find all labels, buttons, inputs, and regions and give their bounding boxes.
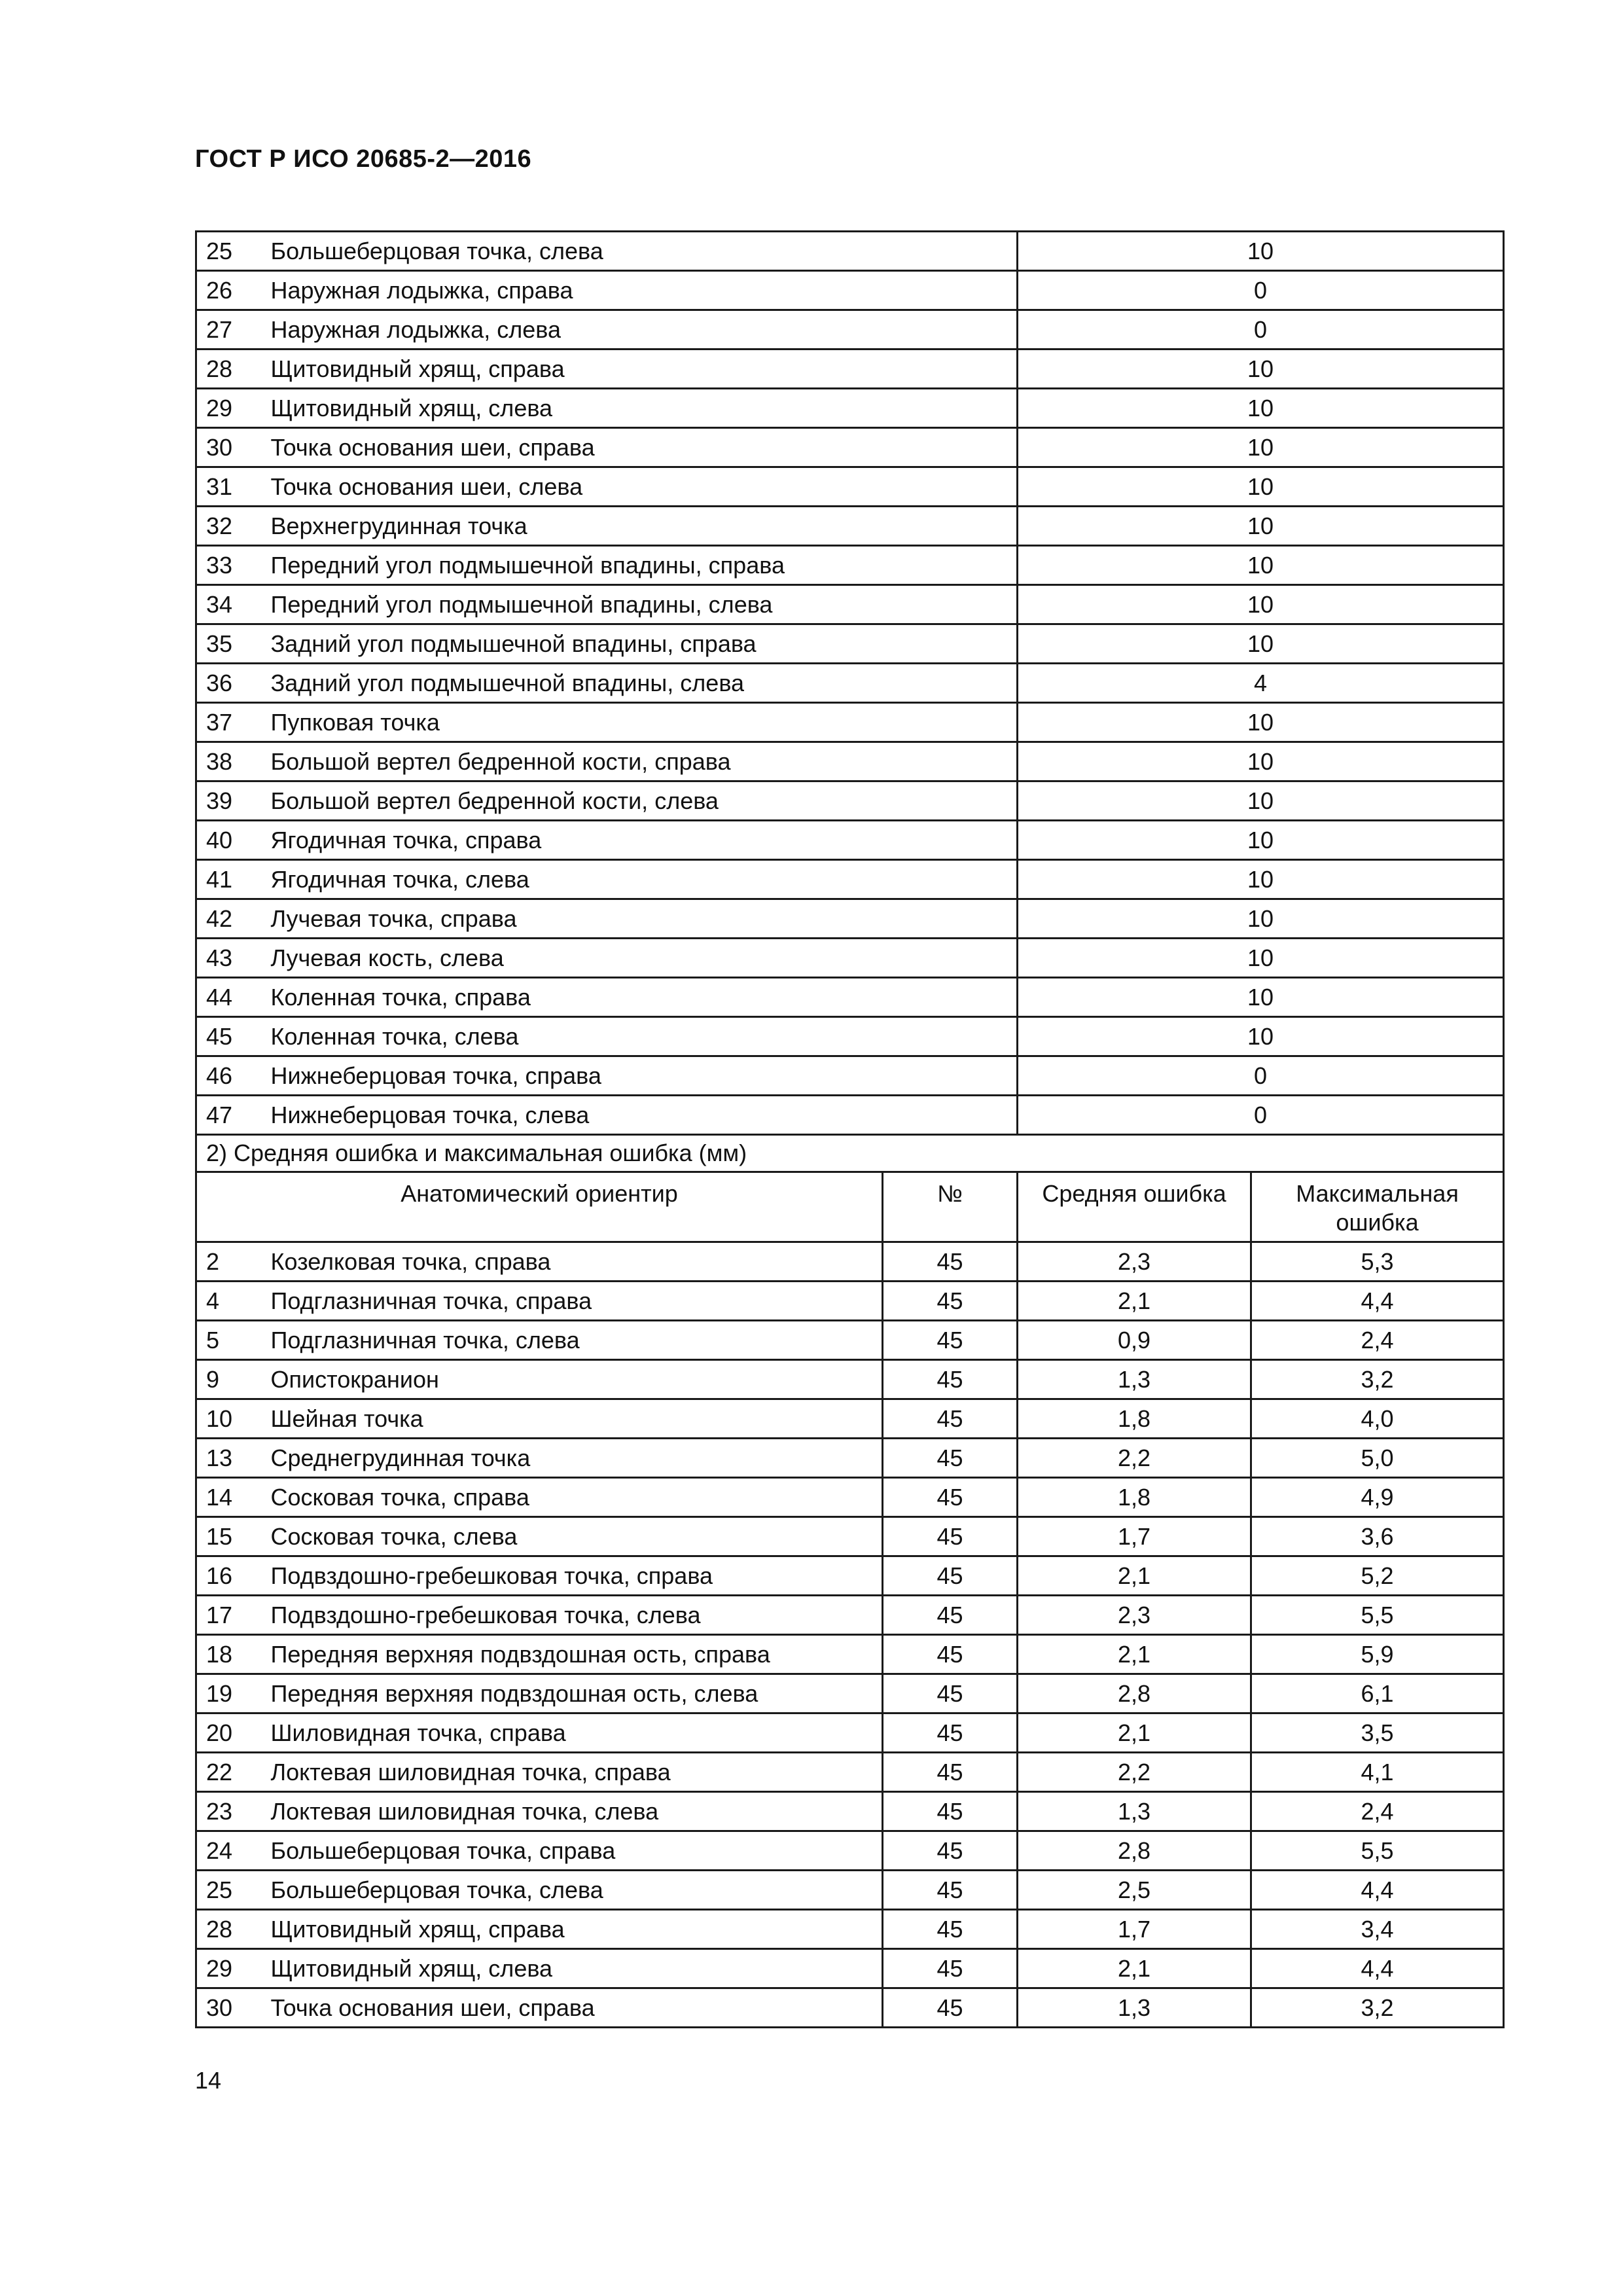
landmark-name: Большой вертел бедренной кости, справа	[264, 742, 1018, 781]
landmark-name: Передняя верхняя подвздошная ость, слева	[264, 1674, 883, 1713]
mean-error: 2,2	[1018, 1753, 1251, 1792]
row-number: 18	[196, 1635, 264, 1674]
landmark-name: Щитовидный хрящ, слева	[264, 1949, 883, 1988]
mean-error: 1,3	[1018, 1360, 1251, 1399]
header-max-error: Максимальная ошибка	[1251, 1172, 1504, 1242]
landmark-name: Передний угол подмышечной впадины, справа	[264, 546, 1018, 585]
landmark-count-table	[195, 230, 1505, 1136]
row-number: 40	[196, 821, 264, 860]
row-number: 27	[196, 310, 264, 350]
landmark-name: Лучевая кость, слева	[264, 939, 1018, 978]
table-row	[196, 781, 1504, 821]
table-row	[196, 467, 1504, 507]
row-number: 2	[196, 1242, 264, 1282]
table-row	[196, 703, 1504, 742]
landmark-name: Наружная лодыжка, слева	[264, 310, 1018, 350]
landmark-name: Коленная точка, слева	[264, 1017, 1018, 1056]
row-number: 15	[196, 1517, 264, 1556]
sample-count: 45	[883, 1439, 1018, 1478]
row-number: 30	[196, 1988, 264, 2028]
sample-count: 45	[883, 1399, 1018, 1439]
mean-error: 1,8	[1018, 1478, 1251, 1517]
max-error: 4,4	[1251, 1949, 1504, 1988]
max-error: 3,4	[1251, 1910, 1504, 1949]
row-number: 26	[196, 271, 264, 310]
mean-error: 2,3	[1018, 1596, 1251, 1635]
row-number: 29	[196, 389, 264, 428]
sample-count: 45	[883, 1478, 1018, 1517]
landmark-value: 10	[1018, 860, 1504, 899]
landmark-name: Нижнеберцовая точка, справа	[264, 1056, 1018, 1096]
mean-error: 0,9	[1018, 1321, 1251, 1360]
row-number: 24	[196, 1831, 264, 1871]
max-error: 5,9	[1251, 1635, 1504, 1674]
sample-count: 45	[883, 1635, 1018, 1674]
landmark-name: Среднегрудинная точка	[264, 1439, 883, 1478]
max-error: 5,5	[1251, 1831, 1504, 1871]
landmark-name: Опистокранион	[264, 1360, 883, 1399]
error-table-body	[196, 1135, 1504, 2028]
row-number: 13	[196, 1439, 264, 1478]
row-number: 46	[196, 1056, 264, 1096]
mean-error: 2,8	[1018, 1674, 1251, 1713]
row-number: 38	[196, 742, 264, 781]
table-row	[196, 1242, 1504, 1282]
landmark-value: 10	[1018, 939, 1504, 978]
row-number: 32	[196, 507, 264, 546]
table-row	[196, 1017, 1504, 1056]
max-error: 4,0	[1251, 1399, 1504, 1439]
landmark-name: Козелковая точка, справа	[264, 1242, 883, 1282]
table-row	[196, 1517, 1504, 1556]
row-number: 39	[196, 781, 264, 821]
sample-count: 45	[883, 1910, 1018, 1949]
landmark-value: 10	[1018, 703, 1504, 742]
landmark-name: Шейная точка	[264, 1399, 883, 1439]
row-number: 44	[196, 978, 264, 1017]
sample-count: 45	[883, 1321, 1018, 1360]
table-row	[196, 1321, 1504, 1360]
row-number: 23	[196, 1792, 264, 1831]
landmark-value: 0	[1018, 310, 1504, 350]
landmark-name: Ягодичная точка, слева	[264, 860, 1018, 899]
landmark-name: Подвздошно-гребешковая точка, справа	[264, 1556, 883, 1596]
table-row	[196, 350, 1504, 389]
table-row	[196, 232, 1504, 271]
table-row	[196, 742, 1504, 781]
landmark-name: Большеберцовая точка, справа	[264, 1831, 883, 1871]
table-row	[196, 664, 1504, 703]
max-error: 4,1	[1251, 1753, 1504, 1792]
row-number: 17	[196, 1596, 264, 1635]
sample-count: 45	[883, 1988, 1018, 2028]
mean-error: 2,3	[1018, 1242, 1251, 1282]
table-row	[196, 1674, 1504, 1713]
landmark-name: Щитовидный хрящ, справа	[264, 350, 1018, 389]
page-number: 14	[195, 2067, 222, 2094]
table-row	[196, 389, 1504, 428]
max-error: 3,5	[1251, 1713, 1504, 1753]
table-row	[196, 821, 1504, 860]
mean-error: 2,1	[1018, 1713, 1251, 1753]
landmark-name: Задний угол подмышечной впадины, слева	[264, 664, 1018, 703]
row-number: 41	[196, 860, 264, 899]
row-number: 5	[196, 1321, 264, 1360]
max-error: 4,9	[1251, 1478, 1504, 1517]
landmark-name: Большой вертел бедренной кости, слева	[264, 781, 1018, 821]
row-number: 22	[196, 1753, 264, 1792]
max-error: 4,4	[1251, 1871, 1504, 1910]
row-number: 14	[196, 1478, 264, 1517]
landmark-name: Щитовидный хрящ, справа	[264, 1910, 883, 1949]
mean-error: 2,8	[1018, 1831, 1251, 1871]
row-number: 19	[196, 1674, 264, 1713]
table-row	[196, 1282, 1504, 1321]
row-number: 31	[196, 467, 264, 507]
table-row	[196, 939, 1504, 978]
table-row	[196, 1360, 1504, 1399]
landmark-name: Сосковая точка, справа	[264, 1478, 883, 1517]
header-mean-error: Средняя ошибка	[1018, 1172, 1251, 1242]
table-row	[196, 1949, 1504, 1988]
table-row	[196, 1713, 1504, 1753]
mean-error: 2,1	[1018, 1282, 1251, 1321]
max-error: 5,0	[1251, 1439, 1504, 1478]
row-number: 28	[196, 350, 264, 389]
mean-error: 1,7	[1018, 1910, 1251, 1949]
row-number: 20	[196, 1713, 264, 1753]
mean-error: 1,7	[1018, 1517, 1251, 1556]
table-row	[196, 310, 1504, 350]
max-error: 3,2	[1251, 1988, 1504, 2028]
landmark-name: Передняя верхняя подвздошная ость, справа	[264, 1635, 883, 1674]
table-row	[196, 507, 1504, 546]
max-error: 6,1	[1251, 1674, 1504, 1713]
landmark-value: 10	[1018, 546, 1504, 585]
landmark-value: 0	[1018, 1056, 1504, 1096]
row-number: 33	[196, 546, 264, 585]
row-number: 43	[196, 939, 264, 978]
table-row	[196, 1831, 1504, 1871]
table-row	[196, 978, 1504, 1017]
landmark-value: 0	[1018, 271, 1504, 310]
landmark-name: Большеберцовая точка, слева	[264, 232, 1018, 271]
table-row	[196, 1439, 1504, 1478]
landmark-value: 10	[1018, 467, 1504, 507]
mean-error: 1,3	[1018, 1792, 1251, 1831]
landmark-value: 10	[1018, 978, 1504, 1017]
max-error: 2,4	[1251, 1792, 1504, 1831]
table-row	[196, 585, 1504, 624]
table-row	[196, 1556, 1504, 1596]
landmark-name: Подглазничная точка, слева	[264, 1321, 883, 1360]
table-row	[196, 1596, 1504, 1635]
landmark-value: 10	[1018, 624, 1504, 664]
sample-count: 45	[883, 1674, 1018, 1713]
table-row	[196, 1056, 1504, 1096]
table-row	[196, 624, 1504, 664]
row-number: 25	[196, 232, 264, 271]
header-landmark: Анатомический ориентир	[196, 1172, 883, 1242]
landmark-value: 10	[1018, 389, 1504, 428]
landmark-name: Локтевая шиловидная точка, справа	[264, 1753, 883, 1792]
row-number: 47	[196, 1096, 264, 1135]
landmark-name: Точка основания шеи, справа	[264, 428, 1018, 467]
row-number: 37	[196, 703, 264, 742]
landmark-name: Передний угол подмышечной впадины, слева	[264, 585, 1018, 624]
landmark-name: Верхнегрудинная точка	[264, 507, 1018, 546]
sample-count: 45	[883, 1713, 1018, 1753]
landmark-value: 10	[1018, 232, 1504, 271]
landmark-name: Подвздошно-гребешковая точка, слева	[264, 1596, 883, 1635]
landmark-name: Нижнеберцовая точка, слева	[264, 1096, 1018, 1135]
mean-error: 1,3	[1018, 1988, 1251, 2028]
row-number: 16	[196, 1556, 264, 1596]
sample-count: 45	[883, 1556, 1018, 1596]
mean-error: 2,5	[1018, 1871, 1251, 1910]
landmark-value: 10	[1018, 742, 1504, 781]
max-error: 2,4	[1251, 1321, 1504, 1360]
max-error: 3,2	[1251, 1360, 1504, 1399]
sample-count: 45	[883, 1831, 1018, 1871]
mean-error: 1,8	[1018, 1399, 1251, 1439]
sample-count: 45	[883, 1517, 1018, 1556]
mean-error: 2,2	[1018, 1439, 1251, 1478]
landmark-name: Точка основания шеи, справа	[264, 1988, 883, 2028]
landmark-name: Сосковая точка, слева	[264, 1517, 883, 1556]
sample-count: 45	[883, 1242, 1018, 1282]
landmark-name: Ягодичная точка, справа	[264, 821, 1018, 860]
table-row	[196, 546, 1504, 585]
table-row	[196, 1635, 1504, 1674]
sample-count: 45	[883, 1360, 1018, 1399]
row-number: 42	[196, 899, 264, 939]
landmark-name: Наружная лодыжка, справа	[264, 271, 1018, 310]
table-row	[196, 428, 1504, 467]
row-number: 36	[196, 664, 264, 703]
mean-error: 2,1	[1018, 1556, 1251, 1596]
max-error: 5,5	[1251, 1596, 1504, 1635]
mean-error: 2,1	[1018, 1949, 1251, 1988]
max-error: 4,4	[1251, 1282, 1504, 1321]
landmark-value: 10	[1018, 585, 1504, 624]
error-table-header-row	[196, 1172, 1504, 1242]
row-number: 29	[196, 1949, 264, 1988]
max-error: 3,6	[1251, 1517, 1504, 1556]
landmark-value: 10	[1018, 821, 1504, 860]
error-table-caption: 2) Средняя ошибка и максимальная ошибка (мм)	[196, 1135, 1504, 1172]
landmark-count-table-body	[196, 232, 1504, 1135]
table-row	[196, 1096, 1504, 1135]
table-row	[196, 899, 1504, 939]
landmark-value: 10	[1018, 1017, 1504, 1056]
mean-error: 2,1	[1018, 1635, 1251, 1674]
table-row	[196, 1399, 1504, 1439]
table-row	[196, 1988, 1504, 2028]
max-error: 5,3	[1251, 1242, 1504, 1282]
row-number: 4	[196, 1282, 264, 1321]
landmark-value: 4	[1018, 664, 1504, 703]
row-number: 45	[196, 1017, 264, 1056]
landmark-name: Локтевая шиловидная точка, слева	[264, 1792, 883, 1831]
row-number: 9	[196, 1360, 264, 1399]
table-row	[196, 1753, 1504, 1792]
landmark-name: Точка основания шеи, слева	[264, 467, 1018, 507]
landmark-name: Большеберцовая точка, слева	[264, 1871, 883, 1910]
landmark-name: Задний угол подмышечной впадины, справа	[264, 624, 1018, 664]
table-row	[196, 1478, 1504, 1517]
row-number: 35	[196, 624, 264, 664]
max-error: 5,2	[1251, 1556, 1504, 1596]
landmark-name: Шиловидная точка, справа	[264, 1713, 883, 1753]
landmark-name: Коленная точка, справа	[264, 978, 1018, 1017]
sample-count: 45	[883, 1871, 1018, 1910]
row-number: 10	[196, 1399, 264, 1439]
landmark-name: Подглазничная точка, справа	[264, 1282, 883, 1321]
table-row	[196, 860, 1504, 899]
table-row	[196, 1871, 1504, 1910]
landmark-value: 0	[1018, 1096, 1504, 1135]
header-count: №	[883, 1172, 1018, 1242]
error-table	[195, 1134, 1505, 2028]
row-number: 30	[196, 428, 264, 467]
row-number: 25	[196, 1871, 264, 1910]
table-row	[196, 1792, 1504, 1831]
sample-count: 45	[883, 1596, 1018, 1635]
landmark-value: 10	[1018, 350, 1504, 389]
landmark-value: 10	[1018, 899, 1504, 939]
row-number: 34	[196, 585, 264, 624]
sample-count: 45	[883, 1792, 1018, 1831]
sample-count: 45	[883, 1949, 1018, 1988]
landmark-name: Щитовидный хрящ, слева	[264, 389, 1018, 428]
table-row	[196, 271, 1504, 310]
landmark-name: Лучевая точка, справа	[264, 899, 1018, 939]
landmark-value: 10	[1018, 428, 1504, 467]
sample-count: 45	[883, 1753, 1018, 1792]
row-number: 28	[196, 1910, 264, 1949]
landmark-value: 10	[1018, 781, 1504, 821]
document-header: ГОСТ Р ИСО 20685-2—2016	[195, 145, 532, 173]
error-table-caption-row	[196, 1135, 1504, 1172]
landmark-name: Пупковая точка	[264, 703, 1018, 742]
table-row	[196, 1910, 1504, 1949]
landmark-value: 10	[1018, 507, 1504, 546]
sample-count: 45	[883, 1282, 1018, 1321]
